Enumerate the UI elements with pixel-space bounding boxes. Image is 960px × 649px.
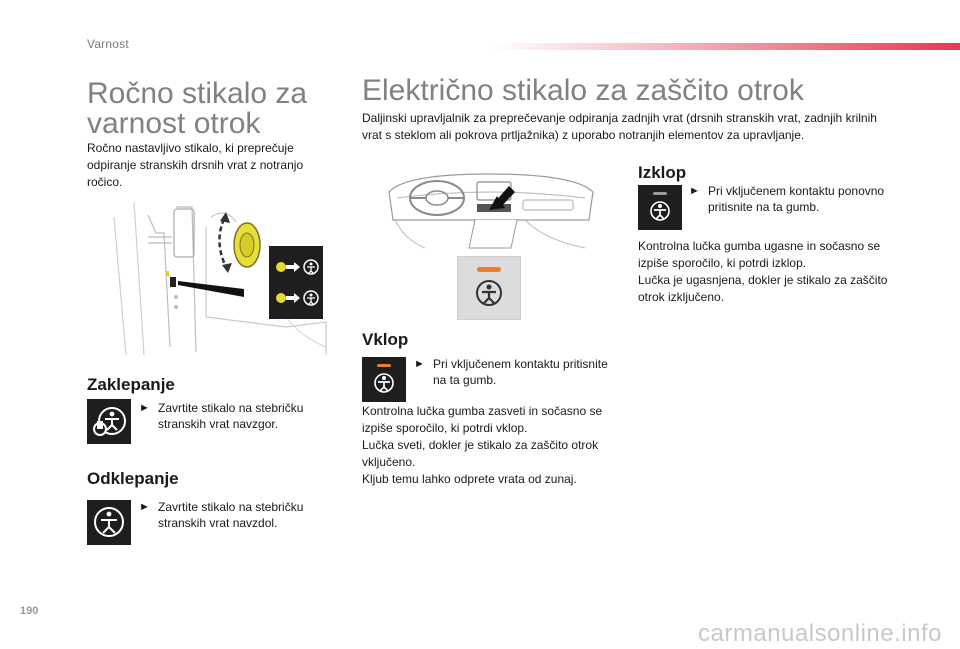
left-intro-line: ročico.: [87, 175, 123, 189]
right-title: Električno stikalo za zaščito otrok: [362, 74, 804, 107]
on-description: [362, 403, 622, 488]
right-intro: [362, 110, 922, 144]
on-description-line: Kljub temu lahko odprete vrata od zunaj.: [362, 472, 577, 486]
on-description-line: Kontrolna lučka gumba zasveti in sočasno se: [362, 404, 603, 418]
watermark: carmanualsonline.info: [698, 620, 942, 647]
on-description-line: vključeno.: [362, 455, 416, 469]
left-intro-line: odpiranje stranskih drsnih vrat z notranjo: [87, 158, 304, 172]
bullet-arrow-icon: ►: [414, 358, 425, 370]
on-description-line: Lučka sveti, dokler je stikalo za zaščito otrok: [362, 438, 599, 452]
led-indicator: [477, 267, 501, 272]
header-accent-bar: [492, 43, 960, 50]
off-instruction-line: pritisnite na ta gumb.: [708, 200, 820, 214]
bullet-arrow-icon: ►: [139, 501, 150, 513]
bullet-arrow-icon: ►: [689, 185, 700, 197]
right-intro-line: Daljinski upravljalnik za preprečevanje odpiranja zadnjih vrat (drsnih stranskih vrat, zadnjih krilnih: [362, 111, 877, 125]
section-label: Varnost: [87, 37, 129, 51]
unlock-instruction: [139, 499, 329, 531]
child-lock-locked-icon: [87, 399, 131, 444]
off-description-line: Kontrolna lučka gumba ugasne in sočasno se: [638, 239, 881, 253]
unlock-instruction-line: stranskih vrat navzdol.: [158, 516, 278, 530]
lock-instruction-line: Zavrtite stikalo na stebričku: [158, 401, 304, 415]
left-title: [87, 79, 327, 139]
on-heading: Vklop: [362, 330, 409, 349]
left-intro-line: Ročno nastavljivo stikalo, ki preprečuje: [87, 141, 294, 155]
off-description-line: Lučka je ugasnjena, dokler je stikalo za zaščito: [638, 273, 888, 287]
bullet-arrow-icon: ►: [139, 402, 150, 414]
left-title-line-2: varnost otrok: [87, 107, 261, 140]
right-intro-line: vrat s steklom ali pokrova prtljažnika) z uporabo notranjih elementov za upravljanje.: [362, 128, 805, 142]
lock-instruction-line: stranskih vrat navzgor.: [158, 417, 279, 431]
lock-positions-inset: [269, 246, 323, 319]
child-lock-button-large[interactable]: [457, 256, 521, 320]
child-lock-button-off-icon: [638, 185, 682, 230]
led-off-icon: [653, 192, 667, 195]
off-heading: Izklop: [638, 163, 687, 182]
dashboard-illustration: [385, 170, 597, 320]
page-number: 190: [20, 605, 39, 617]
off-instruction: [689, 183, 899, 215]
left-title-line-1: Ročno stikalo za: [87, 77, 308, 110]
unlock-instruction-line: Zavrtite stikalo na stebričku: [158, 500, 304, 514]
on-instruction: [414, 356, 614, 388]
off-description-line: otrok izključeno.: [638, 290, 725, 304]
child-lock-button-on-icon: [362, 357, 406, 402]
lock-heading: Zaklepanje: [87, 375, 175, 394]
on-description-line: izpiše sporočilo, ki potrdi vklop.: [362, 421, 528, 435]
door-pillar-illustration: [86, 197, 329, 355]
child-lock-unlocked-icon: [87, 500, 131, 545]
on-instruction-line: na ta gumb.: [433, 373, 497, 387]
off-description-line: izpiše sporočilo, ki potrdi izklop.: [638, 256, 807, 270]
on-instruction-line: Pri vključenem kontaktu pritisnite: [433, 357, 608, 371]
led-on-icon: [377, 364, 391, 367]
unlock-heading: Odklepanje: [87, 469, 179, 488]
left-intro: [87, 140, 327, 191]
off-description: [638, 238, 918, 306]
lock-instruction: [139, 400, 329, 432]
off-instruction-line: Pri vključenem kontaktu ponovno: [708, 184, 885, 198]
